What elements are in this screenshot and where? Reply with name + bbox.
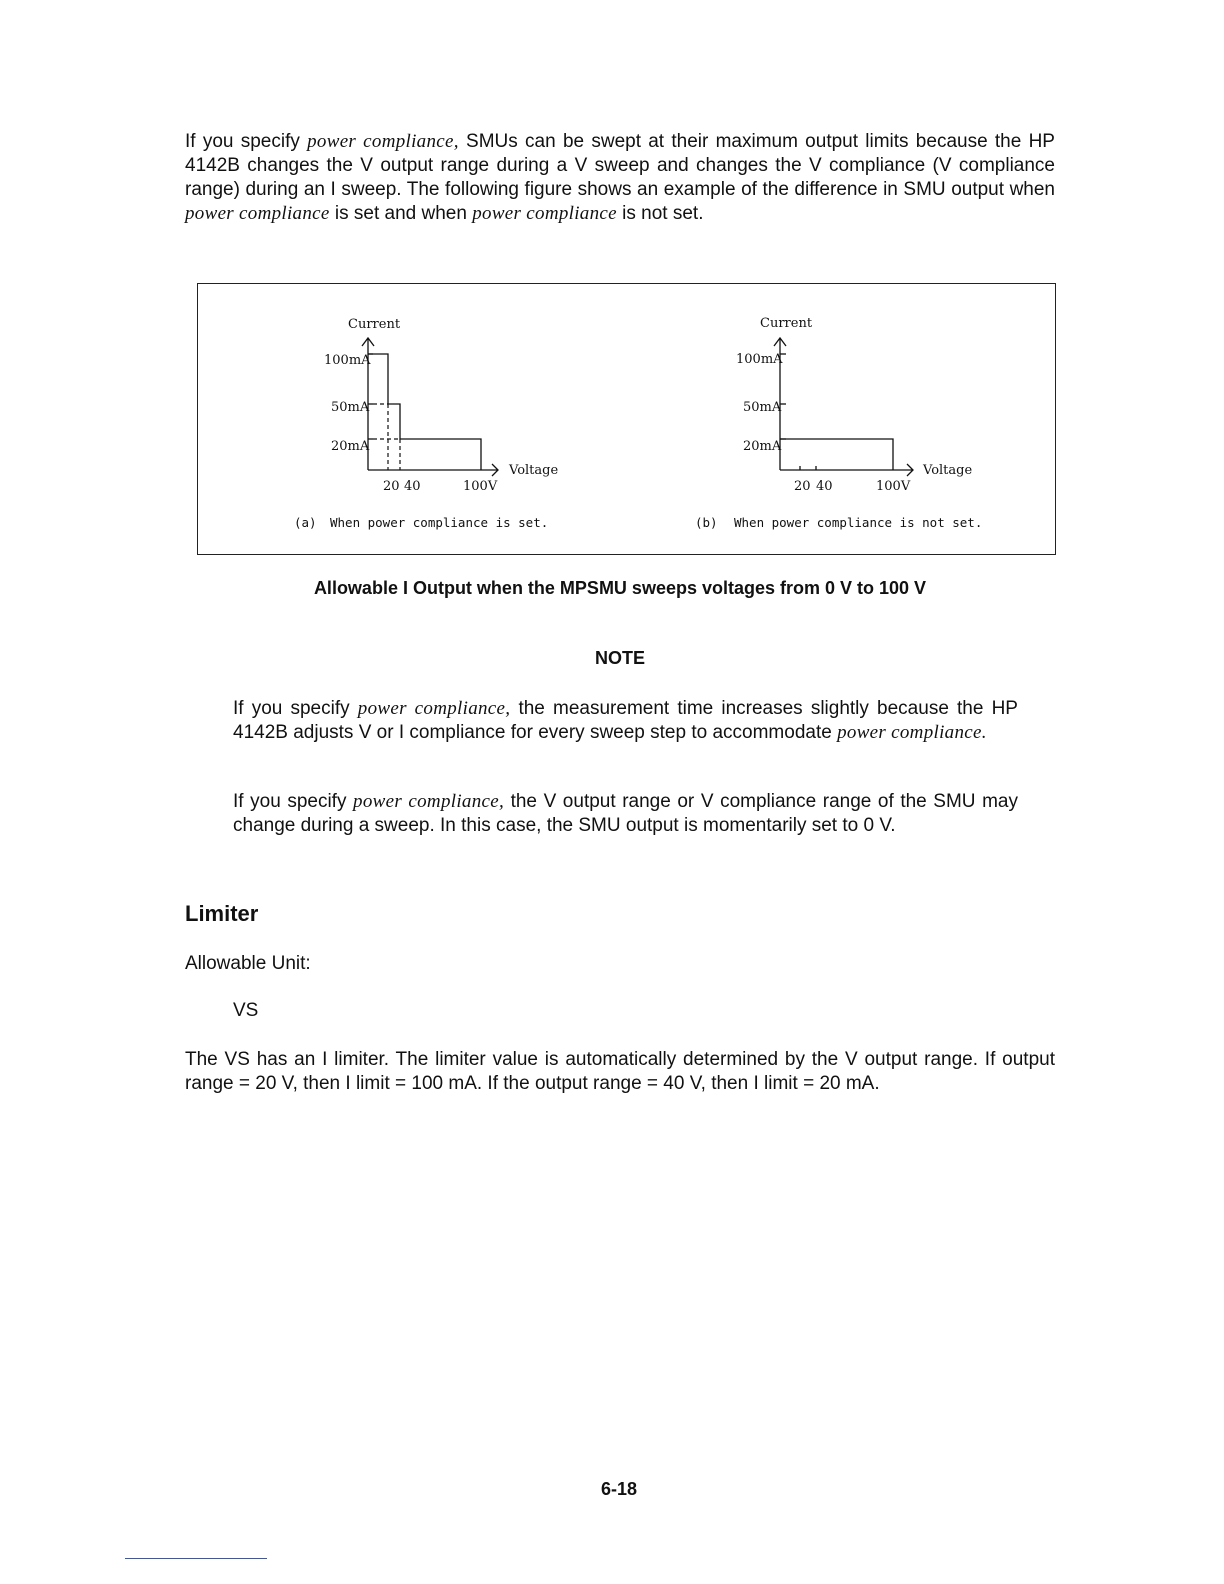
panel-a — [294, 317, 558, 530]
limiter-description: The VS has an I limiter. The limiter value is automatically determined by the V output range. If output range = 20 V, then I limit = 100 mA. If the output range = 40 V, then I limit = 20 mA. — [185, 1049, 1055, 1094]
panel-b-caption-index: (b) — [695, 515, 718, 530]
footer-rule — [125, 1558, 267, 1559]
panel-a-y-axis-label: Current — [348, 317, 401, 332]
panel-a-output-curve — [368, 354, 481, 470]
panel-a-x-axis-label: Voltage — [509, 463, 559, 478]
text-run: the V output range or V compliance range of the SMU may change during a sweep. In this case, the SMU output is momentarily set to 0 V. — [233, 791, 1018, 836]
italic-term: power compliance — [185, 203, 330, 224]
panel-a-y-tick-100ma: 100mA — [324, 353, 371, 368]
panel-b-y-tick-100ma: 100mA — [736, 352, 783, 367]
italic-term: power compliance. — [837, 722, 987, 743]
italic-term: power compliance — [472, 203, 617, 224]
figure-plots — [198, 284, 1055, 554]
note-paragraph-1 — [233, 697, 1018, 745]
text-run: If you specify — [233, 791, 354, 812]
allowable-unit-label: Allowable Unit: — [185, 953, 311, 974]
panel-a-x-tick-100v: 100V — [463, 479, 498, 494]
panel-a-caption: When power compliance is set. — [330, 515, 549, 530]
panel-b-output-curve — [780, 439, 893, 470]
text-run: If you specify — [185, 131, 308, 152]
panel-b-y-tick-20ma: 20mA — [743, 439, 782, 454]
panel-b-x-tick-20: 20 — [794, 479, 811, 494]
text-run: If you specify — [233, 698, 358, 719]
text-run: the measurement time increases slightly because the HP 4142B adjusts V or I compliance for every sweep step to accommodate — [233, 698, 1018, 743]
text-run: is set and when — [329, 203, 473, 224]
panel-a-y-tick-20ma: 20mA — [331, 439, 370, 454]
allowable-unit-value: VS — [233, 1000, 259, 1021]
figure-box — [197, 283, 1056, 555]
panel-b-x-axis-label: Voltage — [923, 463, 973, 478]
panel-b-caption: When power compliance is not set. — [734, 515, 983, 530]
intro-paragraph — [185, 130, 1055, 226]
panel-b-y-tick-50ma: 50mA — [743, 400, 782, 415]
text-run: is not set. — [616, 203, 704, 224]
note-paragraph-2 — [233, 790, 1018, 838]
note-heading: NOTE — [594, 648, 645, 668]
panel-b-x-tick-100v: 100V — [876, 479, 911, 494]
figure-caption: Allowable I Output when the MPSMU sweeps voltages from 0 V to 100 V — [313, 578, 927, 598]
panel-a-x-tick-40: 40 — [404, 479, 421, 494]
italic-term: power compliance, — [353, 791, 505, 812]
italic-term: power compliance, — [357, 698, 511, 719]
panel-a-y-tick-50ma: 50mA — [331, 400, 370, 415]
italic-term: power compliance, — [307, 131, 459, 152]
panel-b-x-tick-40: 40 — [816, 479, 833, 494]
panel-b-y-axis-label: Current — [760, 316, 813, 331]
panel-a-dashed-guides — [373, 404, 400, 470]
panel-a-x-tick-20: 20 — [383, 479, 400, 494]
panel-a-caption-index: (a) — [294, 515, 317, 530]
text-run: SMUs can be swept at their maximum output limits because the HP 4142B changes the V output range during a V sweep and changes the V compliance (V compliance range) during an I sweep. The following figure shows an example of the difference in SMU output when — [185, 131, 1055, 200]
panel-b — [695, 316, 982, 530]
page-number: 6-18 — [600, 1479, 638, 1499]
limiter-heading: Limiter — [185, 901, 259, 926]
